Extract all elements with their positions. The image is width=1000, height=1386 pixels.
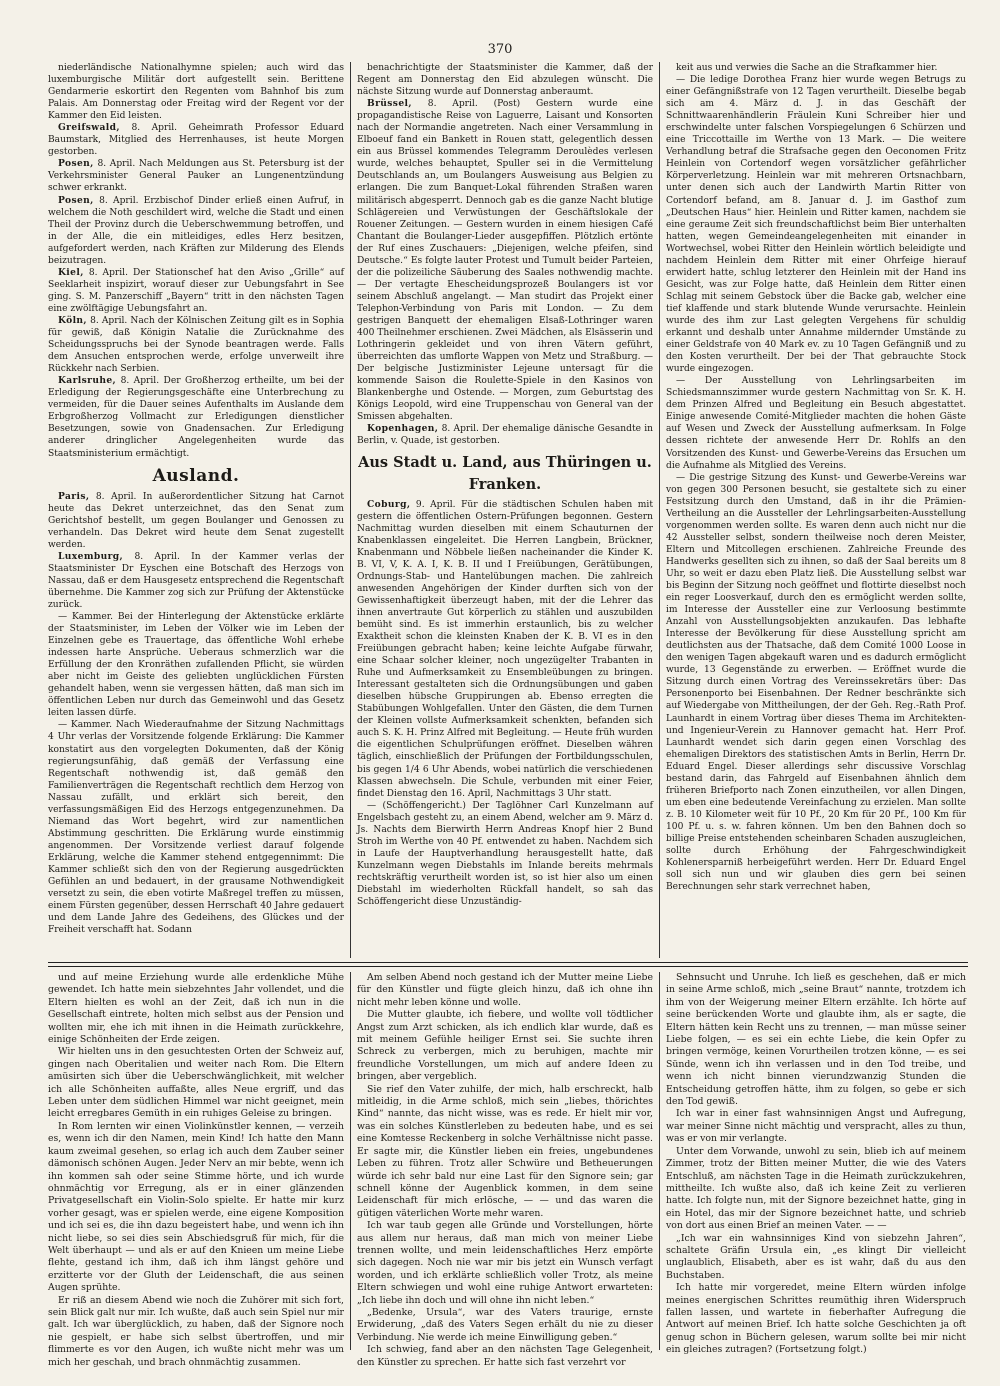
article-text: Am selben Abend noch gestand ich der Mutter meine Liebe für den Künstler und fügte gleich hinzu, daß ich ohne ihn nicht mehr leben könne und wolle. [357, 972, 653, 1008]
dateline-place: Greifswald, [58, 122, 120, 134]
article-text: niederländische Nationalhymne spielen; auch wird das luxemburgische Militär dort aufgestellt sein. Berittene Gendarmerie eskortirt den Regenten vom Bahnhof bis zum Palais. Am Donnerstag oder Freitag wird der Regent vor der Kammer den Eid leisten. [48, 63, 344, 122]
article-text: 8. April. (Post) Gestern wurde eine propagandistische Reise von Laguerre, Laisant und Konsorten nach der Normandie angetreten. Nach einer Versammlung in Elboeuf fand ein Bankett in Rouen statt, gelegentlich dessen ein aus Brüssel kommendes Telegramm Deroulèdes verlesen wurde, welches behauptet, Spuller sei in die Vermittelung Deutschlands an, um Boulangers Ausweisung aus Belgien zu erlangen. Die zum Banquet-Lokal führenden Straßen waren militärisch abgesperrt. Dennoch gab es die ganze Nacht blutige Schlägereien und Verwüstungen der Geschäftslokale der Rouener Zeitungen. — Gestern wurden in einem hiesigen Café Chantant die Boulanger-Lieder ausgepfiffen. Plötzlich ertönte der Ruf eines Zuschauers: „Diejenigen, welche pfeifen, sind Deutsche.“ Es folgte lauter Protest und Tumult beider Parteien, der die polizeiliche Säuberung des Saales nothwendig machte. — Der vertagte Ehescheidungsprozeß Boulangers ist vor seinem Abschluß angelangt. — Man studirt das Projekt einer Telephon-Verbindung von Paris mit London. — Zu dem gestrigen Banquett der ehemaligen Elsaß-Lothringer waren 400 Theilnehmer erschienen. Zwei Mädchen, als Elsässerin und Lothringerin gekleidet und von ihren Vätern geführt, überreichten das umflorte Wappen von Metz und Straßburg. — Der belgische Justizminister Lejeune untersagt für die kommende Saison die Roulette-Spiele in den Kasinos von Blankenberghe und Ostende. — Morgen, zum Geburtstag des Königs Leopold, wird eine Truppenschau von General van der Smissen abgehalten. [357, 99, 653, 423]
article-paragraph [48, 491, 344, 551]
article-paragraph [48, 62, 344, 122]
section-heading: Ausland. [152, 465, 240, 486]
article-paragraph [666, 1233, 966, 1283]
article-paragraph [48, 719, 344, 936]
feuilleton-divider [48, 962, 968, 963]
article-text: 9. April. Für die städtischen Schulen haben mit gestern die öffentlichen Ostern-Prüfungen begonnen. Gestern Nachmittag wurden dieselben mit einem Schauturnen der Knabenklassen eingeleitet. Die Herren Langbein, Brückner, Knabenmann und Nöbbele ließen nacheinander die Kinder K. B. VI, V, K. A. I, K. B. II und I Freiübungen, Gerätübungen, Ordnungs-Stab- und Hantelübungen machen. Die zahlreich anwesenden Angehörigen der Kinder durften sich von der Gewissenhaftigkeit überzeugt haben, mit der die Lehrer das ihnen anvertraute Gut körperlich zu stählen und auszubilden bemüht sind. Es ist immerhin erstaunlich, bis zu welcher Exaktheit schon die kleinsten Knaben der K. B. VI es in den Freiübungen gebracht haben; keine leichte Aufgabe fürwahr, eine Schaar solcher kleiner, noch ungezügelter Trabanten in Ruhe und Aufmerksamkeit zu Ensembleübungen zu bringen. Interessant gestalteten sich die Ordnungsübungen und gaben dieselben hübsche Gruppirungen ab. Ebenso erregten die Stabübungen Wohlgefallen. Unter den Gästen, die dem Turnen der Kleinen vollste Aufmerksamkeit schenkten, befanden sich auch S. K. H. Prinz Alfred mit Begleitung. — Heute früh wurden die eigentlichen Schulprüfungen eröffnet. Dieselben währen täglich, einschließlich der Prüfungen der Fortbildungsschulen, bis gegen 1/4 6 Uhr Abends, wobei natürlich die verschiedenen Klassen abwechseln. Die Schule, verbunden mit einer Feier, findet Dienstag den 16. April, Nachmittags 3 Uhr statt. [357, 499, 653, 799]
dateline-place: Luxemburg, [58, 550, 124, 562]
article-paragraph [48, 611, 344, 719]
dateline-place: Köln, [58, 314, 88, 326]
article-paragraph [357, 800, 653, 908]
article-text: — (Schöffengericht.) Der Taglöhner Carl Kunzelmann auf Engelsbach gesteht zu, an einem Abend, welcher am 9. März d. Js. Nachts dem Bierwirth Herrn Andreas Knopf hier 2 Bund Stroh im Werthe von 40 Pf. entwendet zu haben. Nachdem sich in Laufe der Hauptverhandlung herausgestellt hatte, daß Kunzelmann wegen Diebstahls im Inlande bereits mehrmals rechtskräftig verurtheilt worden ist, so ist hier also um einen Diebstahl im wiederholten Rückfall handelt, so sah das Schöffengericht diese Unzuständig- [357, 800, 653, 908]
article-paragraph [357, 98, 653, 423]
dateline-place: Posen, [58, 194, 94, 206]
dateline-place: Posen, [58, 158, 94, 170]
article-text: 8. April. In außerordentlicher Sitzung hat Carnot heute das Dekret unterzeichnet, das den Senat zum Gerichtshof bestellt, um gegen Boulanger und Genossen zu verhandeln. Das Dekret wird heute dem Senat zugestellt werden. [48, 491, 344, 550]
article-paragraph [357, 423, 653, 447]
article-text: Wir hielten uns in den gesuchtesten Orten der Schweiz auf, gingen nach Oberitalien und weiter nach Rom. Die Eltern amüsirten sich über die Ueberschwänglichkeit, mit welcher ich alle Schönheiten auffaßte, alles Neue ergriff, und das Leben unter dem südlichen Himmel war nicht geeignet, mein leicht erregbares Gemüth in ein ruhiges Geleise zu bringen. [48, 1046, 344, 1120]
article-text: — Kammer. Bei der Hinterlegung der Aktenstücke erklärte der Staatsminister, im Leben der Völker wie im Leben der Einzelnen gebe es Trauertage, das öffentliche Wohl erhebe indessen harte Ansprüche. Ueberaus schmerzlich war die Erfüllung der den Kronräthen zufallenden Pflicht, sie würden aber nicht im Geiste des geliebten unglücklichen Fürsten gehandelt haben, wenn sie vergessen hätten, daß man sich im öffentlichen Leben nur durch das Gemeinwohl und das Gesetz leiten lassen dürfe. [48, 612, 344, 719]
article-paragraph [357, 1084, 653, 1220]
article-text: 8. April. Geheimrath Professor Eduard Baumstark, Mitglied des Herrenhauses, ist heute Morgen gestorben. [48, 123, 344, 158]
article-paragraph [666, 472, 966, 894]
article-text: Die Mutter glaubte, ich fiebere, und wollte voll tödtlicher Angst zum Arzt schicken, als ich endlich klar wurde, daß es mit meinem Gefühle heiliger Ernst sei. Sie suchte ihren Schreck zu verbergen, mich zu beruhigen, machte mir freundliche Vorstellungen, um mich auf andere Ideen zu bringen, aber vergeblich. [357, 1009, 653, 1083]
article-paragraph [666, 1146, 966, 1233]
article-paragraph [48, 315, 344, 375]
article-paragraph [48, 267, 344, 315]
news-column-3 [659, 62, 966, 958]
article-text: — Die ledige Dorothea Franz hier wurde wegen Betrugs zu einer Gefängnißstrafe von 12 Tagen verurtheilt. Dieselbe begab sich am 4. März d. J. in das Geschäft der Schnittwaarenhändlerin Fräulein Kuni Schreiber hier und erschwindelte unter falschen Vorspiegelungen 6 Schürzen und eine Triccottaille im Werthe von 13 Mark. — Die weitere Verhandlung betraf die Strafsache gegen den Oeconomen Fritz Heinlein von Cortendorf wegen vorsätzlicher gefährlicher Körperverletzung. Heinlein war mit mehreren Ortsnachbarn, unter denen sich auch der Landwirth Martin Ritter von Cortendorf befand, am 8. Januar d. J. im Gasthof zum „Deutschen Haus“ hier. Heinlein und Ritter kamen, nachdem sie eine geraume Zeit sich freundschaftlichst beim Bier unterhalten hatten, wegen Gemeindeangelegenheiten mit einander in Wortwechsel, wobei Ritter den Heinlein wörtlich beleidigte und nachdem Heinlein dem Ritter mit einer Ohrfeige hierauf erwidert hatte, schlug letzterer den Heinlein mit der Hand ins Gesicht, was zur Folge hatte, daß Heinlein dem Ritter einen Schlag mit seinem Gebstock über die Backe gab, welcher eine tief klaffende und stark blutende Wunde verursachte. Heinlein wurde des ihm zur Last gelegten Vergehens für schuldig erkannt und deshalb unter Annahme mildernder Umstände zu einer Geldstrafe von 40 Mark ev. zu 10 Tagen Gefängniß und zu den Kosten verurtheilt. Der bei der That gebrauchte Stock wurde eingezogen. [666, 75, 966, 375]
feuilleton-divider-thin [48, 966, 968, 967]
dateline-place: Kopenhagen, [367, 423, 439, 435]
dateline-place: Paris, [58, 490, 90, 502]
article-paragraph [48, 158, 344, 194]
news-column-1 [48, 62, 350, 958]
article-paragraph [666, 972, 966, 1108]
dateline-place: Brüssel, [367, 98, 412, 110]
feuilleton-section [48, 972, 968, 1368]
article-paragraph [666, 62, 966, 74]
article-text: und auf meine Erziehung wurde alle erdenkliche Mühe gewendet. Ich hatte mein siebzehntes Jahr vollendet, und die Eltern hielten es wohl an der Zeit, daß ich nun in die Gesellschaft eintrete, holten mich selbst aus der Pension und wollten mir, ehe ich mit ihnen in die Heimath zurückkehre, einige Schönheiten der Erde zeigen. [48, 972, 344, 1046]
article-paragraph [666, 74, 966, 375]
article-paragraph [48, 195, 344, 267]
article-text: Ich war taub gegen alle Gründe und Vorstellungen, hörte aus allem nur heraus, daß man mich von meiner Liebe trennen wollte, und mein leidenschaftliches Herz empörte sich dagegen. Noch nie war mir bis jetzt ein Wunsch verfagt worden, und ich erklärte schließlich voller Trotz, als meine Eltern schwiegen und wohl eine ruhige Antwort erwarteten: „Ich liebe ihn doch und will ohne ihn nicht leben.“ [357, 1220, 653, 1306]
article-paragraph [48, 122, 344, 158]
article-paragraph [357, 1344, 653, 1369]
article-paragraph [357, 1009, 653, 1083]
feuilleton-column-1 [48, 972, 350, 1368]
article-text: Unter dem Vorwande, unwohl zu sein, blieb ich auf meinem Zimmer, trotz der Bitten meiner Mutter, die wie des Vaters Entschluß, am nächsten Tage in die Heimath zurückzukehren, mittheilte. Ich wußte also, daß ich keine Zeit zu verlieren hatte. Ich folgte nun, mit der Signore bezeichnet hatte, ging in ein Hotel, das mir der Signore bezeichnet hatte, und schrieb von dort aus einen Brief an meinen Vater. — — [666, 1145, 966, 1232]
article-paragraph [48, 1295, 344, 1369]
news-column-2 [350, 62, 659, 958]
article-paragraph [48, 551, 344, 611]
article-text: „Bedenke, Ursula“, war des Vaters traurige, ernste Erwiderung, „daß des Vaters Segen erhält du nie zu dieser Verbindung. Nie werde ich meine Einwilligung geben.“ [357, 1306, 653, 1343]
news-section [48, 62, 968, 960]
article-text: — Kammer. Nach Wiederaufnahme der Sitzung Nachmittags 4 Uhr verlas der Vorsitzende folgende Erklärung: Die Kammer konstatirt aus den vorgelegten Dokumenten, daß der König regierungsunfähig, daß gemäß der Verfassung eine Regentschaft nothwendig ist, daß gemäß den Familienverträgen die Regentschaft rechtlich dem Herzog von Nassau zufällt, und erklärt sich bereit, den verfassungsmäßigen Eid des Herzogs entgegenzunehmen. Da Niemand das Wort begehrt, wird zur namentlichen Abstimmung geschritten. Die Erklärung wurde einstimmig angenommen. Der Vorsitzende verliest darauf folgende Erklärung, welche die Kammer stehend entgegennimmt: Die Kammer schließt sich den von der Regierung ausgedrückten Gefühlen an und bedauert, in der grausame Nothwendigkeit versetzt zu sein, die eben votirte Maßregel treffen zu müssen, einem Fürsten gegenüber, dessen Herrschaft 40 Jahre gedauert und dem Lande Jahre des Gedeihens, des Glückes und der Freiheit verschafft hat. Sodann [48, 720, 344, 936]
section-heading: Aus Stadt u. Land, aus Thüringen u. Franken. [358, 453, 652, 493]
article-text: „Ich war ein wahnsinniges Kind von siebzehn Jahren“, schaltete Gräfin Ursula ein, „es klingt Dir vielleicht unglaublich, Elisabeth, aber es ist wahr, daß du aus den Buchstaben. [666, 1232, 966, 1281]
article-text: — Der Ausstellung von Lehrlingsarbeiten im Schiedsmannszimmer wurde gestern Nachmittag von Sr. K. H. dem Prinzen Alfred und Begleitung ein Besuch abgestattet. Einige anwesende Comité-Mitglieder machten die hohen Gäste auf Wesen und Zweck der Ausstellung aufmerksam. In Folge dessen richtete der anwesende Herr Dr. Rohlfs an den Vorsitzenden des Kunst- und Gewerbe-Vereins das Ersuchen um die Aufnahme als Mitglied des Vereins. [666, 376, 966, 471]
article-text: 8. April. Nach Meldungen aus St. Petersburg ist der Verkehrsminister General Pauker an Lungenentzündung schwer erkrankt. [48, 159, 344, 194]
article-text: Ich schwieg, fand aber an den nächsten Tage Gelegenheit, den Künstler zu sprechen. Er hatte sich fast verzehrt vor [357, 1344, 653, 1368]
dateline-place: Kiel, [58, 266, 84, 278]
article-text: 8. April. Der ehemalige dänische Gesandte in Berlin, v. Quade, ist gestorben. [357, 424, 653, 447]
article-paragraph [48, 375, 344, 459]
article-paragraph [357, 1220, 653, 1307]
feuilleton-column-3 [659, 972, 966, 1356]
article-text: 8. April. In der Kammer verlas der Staatsminister Dr Eyschen eine Botschaft des Herzogs von Nassau, daß er dem Hausgesetz entsprechend die Regentschaft übernehme. Die Kammer zog sich zur Prüfung der Aktenstücke zurück. [48, 551, 344, 610]
article-paragraph [48, 1121, 344, 1295]
article-paragraph [666, 1108, 966, 1145]
article-paragraph [357, 499, 653, 800]
article-text: 8. April. Der Stationschef hat den Aviso „Grille“ auf Seeklarheit inspizirt, worauf dieser zur Uebungsfahrt in See ging. S. M. Panzerschiff „Bayern“ tritt in den nächsten Tagen eine zwölftägige Uebungsfahrt an. [48, 267, 344, 314]
article-text: Er riß an diesem Abend wie noch die Zuhörer mit sich fort, sein Blick galt nur mir. Ich wußte, daß auch sein Spiel nur mir galt. Ich war überglücklich, zu haben, daß der Signore noch nie gespielt, er habe sich selbst übertroffen, und mir flimmerte es vor den Augen, ich wußte nicht mehr was um mich her geschah, und brach ohnmächtig zusammen. [48, 1294, 344, 1368]
article-paragraph [666, 1282, 966, 1356]
article-text: Ich war in einer fast wahnsinnigen Angst und Aufregung, war meiner Sinne nicht mächtig und verspracht, alles zu thun, was er von mir verlangte. [666, 1108, 966, 1145]
article-paragraph [666, 375, 966, 471]
article-text: 8. April. Der Großherzog ertheilte, um bei der Erledigung der Regierungsgeschäfte eine Unterbrechung zu vermeiden, für die Dauer seines Aufenthalts im Auslande dem Erbgroßherzog Vollmacht zur Erledigungen dienstlicher Besetzungen, sowie von Gnadensachen. Zur Erledigung anderer dringlicher Angelegenheiten wurde das Staatsministerium ermächtigt. [48, 376, 344, 459]
article-paragraph [357, 1307, 653, 1344]
article-paragraph [357, 972, 653, 1009]
dateline-place: Coburg, [367, 498, 411, 510]
dateline-place: Karlsruhe, [58, 375, 117, 387]
article-text: Ich hatte mir vorgeredet, meine Eltern würden infolge meines energischen Schrittes reumüthig ihren Widerspruch fallen lassen, und wartete in fieberhafter Aufregung die Antwort auf meinen Brief. Ich hatte solche Geschichten ja oft genug schon in Büchern gelesen, warum sollte bei mir nicht ein gleiches zutragen? (Fortsetzung folgt.) [666, 1282, 966, 1356]
article-text: Sie rief den Vater zuhilfe, der mich, halb erschreckt, halb mitleidig, in die Arme schloß, mich sein „liebes, thörichtes Kind“ nannte, das nicht wisse, was es rede. Er hielt mir vor, was ein solches Künstlerleben zu bedeuten habe, und es sei eine Komtesse Reckenberg in solche Verhältnisse nicht passe. Er sagte mir, die Künstler lieben ein freies, ungebundenes Leben zu führen. Trotz aller Schwüre und Betheuerungen würde ich sehr bald nur eine Last für den Signore sein; gar schnell könne der Augenblick kommen, in dem seine Leidenschaft für mich erlösche, — — und das waren die gütigen väterlichen Worte mehr waren. [357, 1083, 653, 1219]
article-text: keit aus und verwies die Sache an die Strafkammer hier. [676, 63, 938, 73]
article-paragraph [357, 62, 653, 98]
article-paragraph [48, 1046, 344, 1120]
article-text: 8. April. Nach der Kölnischen Zeitung gilt es in Sophia für gewiß, daß Königin Natalie die Zurücknahme des Scheidungsspruchs bei der Synode beantragen werde. Falls dem Ansuchen entsprochen werde, erfolge unverweilt ihre Rückkehr nach Serbien. [48, 315, 344, 375]
article-text: Sehnsucht und Unruhe. Ich ließ es geschehen, daß er mich in seine Arme schloß, mich „seine Braut“ nannte, trotzdem ich ihm von der Weigerung meiner Eltern erzählte. Ich hörte auf seine berückenden Worte und glaubte ihm, als er sagte, die Eltern hätten kein Recht uns zu trennen, — man müsse seiner Liebe folgen, — es sei ein echte Liebe, die kein Opfer zu bringen vermöge, keinen Vorurtheilen trotzen könne, — es sei Sünde, wenn ich ihn verlassen und in den Tod treibe, und wenn ich nicht binnen vierundzwanzig Stunden die Entscheidung getroffen hätte, ihm zu folgen, so gebe er sich den Tod gewiß. [666, 972, 966, 1108]
article-text: In Rom lernten wir einen Violinkünstler kennen, — verzeih es, wenn ich dir den Namen, mein Kind! Ich hatte den Mann kaum zweimal gesehen, so erlag ich auch dem Zauber seiner dämonisch schönen Augen. Jeder Nerv an mir bebte, wenn ich ihn kommen sah oder seine Stimme hörte, und ich wurde ohnmächtig vor Erregung, als er in einer glänzenden Privatgesellschaft ein Violin-Solo spielte. Er hatte mir kurz vorher gesagt, was er spielen werde, eine eigene Komposition und ich sei es, die ihn dazu begeistert habe, und wenn ich ihn nicht liebe, so sei dies sein Abschiedsgruß für mich, für die Welt überhaupt — und als er auf den Knieen um meine Liebe flehte, gestand ich ihm, daß ich ihm längst gehöre und erzitterte vor der Gluth der Leidenschaft, die aus seinen Augen sprühte. [48, 1120, 344, 1294]
article-paragraph [48, 972, 344, 1046]
article-text: benachrichtigte der Staatsminister die Kammer, daß der Regent am Donnerstag den Eid abzulegen wünscht. Die nächste Sitzung wurde auf Donnerstag anberaumt. [357, 63, 653, 98]
feuilleton-column-2 [350, 972, 659, 1368]
article-text: — Die gestrige Sitzung des Kunst- und Gewerbe-Vereins war von gegen 300 Personen besucht, sie gestaltete sich zu einer Festsitzung durch den Umstand, daß in ihr die Prämien-Vertheilung an die Aussteller der Lehrlingsarbeiten-Ausstellung vorgenommen werden sollte. Es waren denn auch nicht nur die 42 Aussteller selbst, sondern theilweise noch deren Meister, Eltern und Mitcollegen erschienen. Zahlreiche Freunde des Handwerks gesellten sich zu ihnen, so daß der Saal bereits um 8 Uhr, so weit er dazu eben Platz ließ. Die Ausstellung selbst war bis Beginn der Sitzung noch geöffnet und flottirte dieselbst noch ein reger Loosverkauf, durch den es ermöglicht werden sollte, im Interesse der Aussteller eine zur Verloosung bestimmte Anzahl von Ausstellungsobjekten anzukaufen. Das lebhafte Interesse der Bevölkerung für diese Ausstellung spricht am deutlichsten aus der Thatsache, daß dem Comité 1000 Loose in den wenigen Tagen abgekauft waren und es dadurch ermöglicht wurde, 13 Gegenstände zu erwerben. — Eröffnet wurde die Sitzung durch einen Vortrag des Vereinssekretärs über: Das Personenporto bei Eisenbahnen. Der Redner beschränkte sich auf Wiedergabe von Mittheilungen, der der Geh. Reg.-Rath Prof. Launhardt in einem Vortrag über dieses Thema im Architekten- und Ingenieur-Verein zu Hannover gemacht hat. Herr Prof. Launhardt wendet sich darin gegen einen Vorschlag des ehemaligen Direktors des statistischen Amts in Berlin, Herrn Dr. Eduard Engel. Dieser allerdings sehr discussive Vorschlag bestand darin, das Fahrgeld auf Eisenbahnen ähnlich dem früheren Briefporto nach Zonen einzutheilen, vor allen Dingen, um eben eine bedeutende Vereinfachung zu erzielen. Man sollte z. B. 10 Kilometer weit für 10 Pf., 20 Km für 20 Pf., 100 Km für 100 Pf. u. s. w. fahren können. Um ben den Bahnen doch so billige Preise entstehenden scheinbaren Schaden auszugleichen, sollte durch Erhöhung der Fahrgeschwindigkeit Kohlenersparniß herbeigeführt werden. Herr Dr. Eduard Engel soll sich nun und wir glauben dies gern bei seinen Berechnungen sehr stark verrechnet haben, [666, 472, 966, 893]
article-text: 8. April. Erzbischof Dinder erließ einen Aufruf, in welchem die Noth geschildert wird, welche die Stadt und einen Theil der Provinz durch die Ueberschwemmung betroffen, und in der Alle, die ein mitleidiges, edles Herz besitzen, aufgefordert werden, nach Kräften zur Milderung des Elends beizutragen. [48, 195, 344, 266]
page-number: 370 [487, 42, 513, 57]
